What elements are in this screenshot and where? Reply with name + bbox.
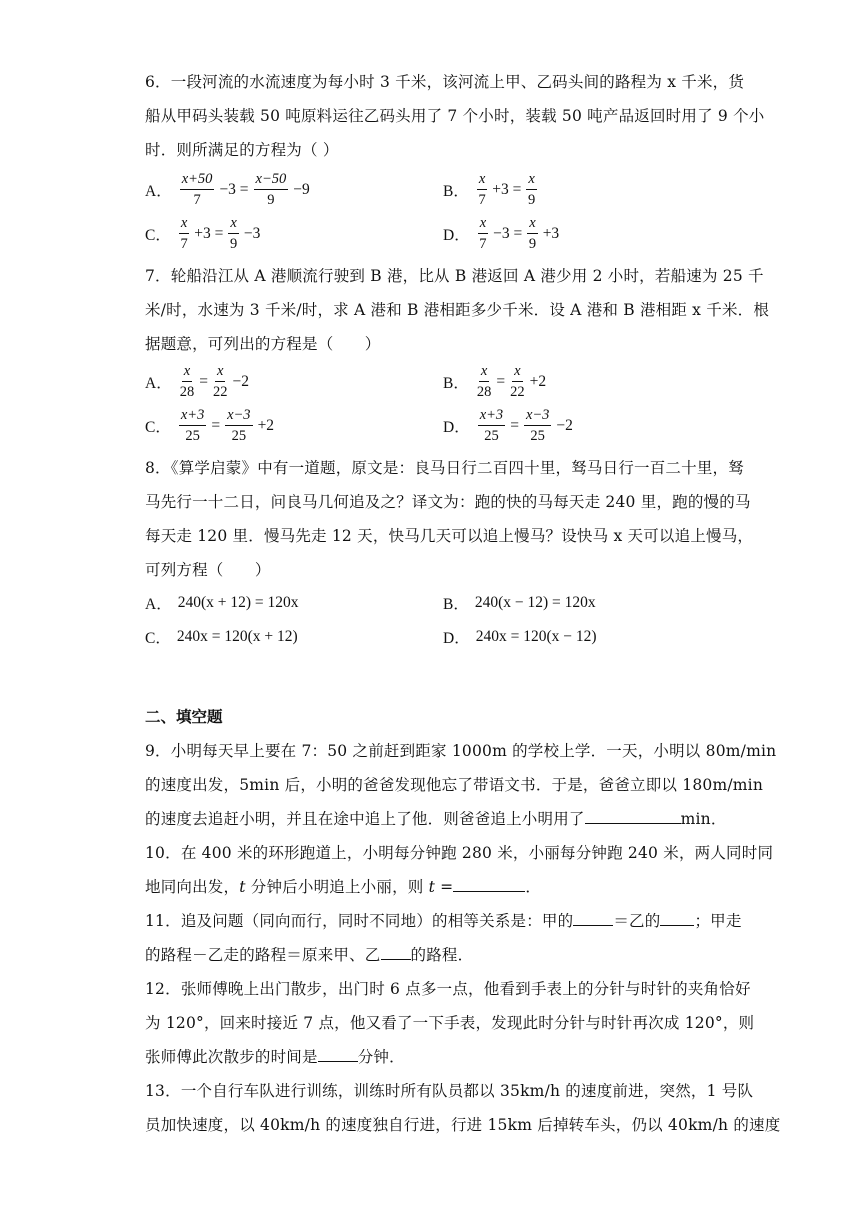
numerator: x <box>179 216 189 234</box>
q9-unit: min． <box>680 810 727 828</box>
q10-answer-blank[interactable] <box>453 877 525 892</box>
numerator: x <box>478 216 488 234</box>
q12-text: 张师傅此次散步的时间是 <box>145 1048 318 1066</box>
q6-option-c[interactable] <box>145 216 263 251</box>
q9-line-1: 9．小明每天早上要在 7：50 之前赶到距家 1000m 的学校上学．一天，小明以 80m/min <box>145 742 777 760</box>
operator-tail: −2 <box>232 372 249 390</box>
numerator: x−50 <box>254 172 289 190</box>
operator-tail: +3 <box>542 224 560 242</box>
q8-option-c[interactable] <box>145 626 298 648</box>
q7-option-d[interactable] <box>443 408 576 443</box>
q13-line-2: 员加快速度，以 40km/h 的速度独自行进，行进 15km 后掉转车头，仍以 40km/h 的速度 <box>145 1116 781 1134</box>
q9-line-3-text: 的速度去追赶小明，并且在途中追上了他．则爸爸追上小明用了 <box>145 810 585 828</box>
q6-option-d[interactable] <box>443 216 562 251</box>
operator-tail: −3 <box>243 224 261 242</box>
q7-option-c[interactable] <box>145 408 277 443</box>
q8-line-2: 马先行一十二日，问良马几何追及之？译文为：跑的快的马每天走 240 里，跑的慢的马 <box>145 493 751 511</box>
q8-line-4: 可列方程（ ） <box>145 561 271 579</box>
numerator: x−3 <box>524 408 551 426</box>
numerator: x+3 <box>478 408 505 426</box>
q7-line-1: 7．轮船沿江从 A 港顺流行驶到 B 港，比从 B 港返回 A 港少用 2 小时，若船速为 25 千 <box>145 267 764 285</box>
numerator: x <box>182 364 192 382</box>
q12-line-1: 12．张师傅晚上出门散步，出门时 6 点多一点，他看到手表上的分针与时针的夹角恰好 <box>145 980 751 998</box>
option-expression: 240x = 120(x + 12) <box>176 628 298 645</box>
operator: +3 = <box>194 224 224 242</box>
operator: = <box>496 372 506 390</box>
option-label: D． <box>443 418 470 436</box>
option-label: B． <box>443 596 469 613</box>
q11-text: 的路程． <box>410 946 474 964</box>
q12-line-2: 为 120°，回来时接近 7 点，他又看了一下手表，发现此时分针与时针再次成 120°，则 <box>145 1014 755 1032</box>
q8-option-d[interactable] <box>443 626 597 648</box>
q10-end: ． <box>525 878 542 896</box>
q7-line-3: 据题意，可列出的方程是（ ） <box>145 335 381 353</box>
q11-text: 的路程－乙走的路程＝原来甲、乙 <box>145 946 381 964</box>
q8-line-1: 8．《算学启蒙》中有一道题，原文是：良马日行二百四十里，驽马日行一百二十里，驽 <box>145 459 744 477</box>
q6-line-2: 船从甲码头装载 50 吨原料运往乙码头用了 7 个小时，装载 50 吨产品返回时用了 9 个小 <box>145 107 765 125</box>
option-expression: 240(x − 12) = 120x <box>474 594 596 611</box>
denominator: 28 <box>476 383 492 400</box>
numerator: x <box>512 364 522 382</box>
q11-answer-blank-1[interactable] <box>573 911 613 926</box>
numerator: x+3 <box>179 408 206 426</box>
q11-line-2 <box>145 943 473 965</box>
operator: = <box>211 416 221 434</box>
option-label: B． <box>443 374 469 392</box>
denominator: 9 <box>267 191 275 208</box>
numerator: x <box>479 364 489 382</box>
q10-variable: t <box>239 878 246 896</box>
numerator: x <box>526 172 536 190</box>
operator: −3 = <box>219 180 249 198</box>
q10-equals: = <box>435 878 454 896</box>
q11-answer-blank-3[interactable] <box>381 945 411 960</box>
q11-text: ＝乙的 <box>613 912 661 930</box>
q11-line-1 <box>145 909 742 931</box>
q11-answer-blank-2[interactable] <box>660 911 694 926</box>
operator-tail: +2 <box>257 416 275 434</box>
numerator: x <box>228 216 238 234</box>
option-label: A． <box>145 374 172 392</box>
denominator: 25 <box>185 427 200 444</box>
option-label: A． <box>145 182 172 200</box>
section-heading-fill-in: 二、填空题 <box>145 708 223 726</box>
q7-option-b[interactable] <box>443 364 549 399</box>
numerator: x−3 <box>225 408 252 426</box>
q9-line-3 <box>145 807 727 829</box>
denominator: 22 <box>212 383 228 400</box>
numerator: x <box>477 172 487 190</box>
q8-option-a[interactable] <box>145 592 299 614</box>
option-expression: 240x = 120(x − 12) <box>475 628 597 645</box>
q12-text: 分钟． <box>357 1048 405 1066</box>
denominator: 22 <box>510 383 525 400</box>
q6-line-3: 时．则所满足的方程为（ ） <box>145 141 339 159</box>
denominator: 25 <box>484 427 499 444</box>
q10-line-2 <box>145 875 541 897</box>
option-label: C． <box>145 226 171 244</box>
operator: = <box>510 416 519 434</box>
operator: = <box>199 372 208 390</box>
option-label: C． <box>145 630 171 647</box>
q11-text: 11．追及问题（同向而行，同时不同地）的相等关系是：甲的 <box>145 912 574 930</box>
option-label: B． <box>443 182 469 200</box>
denominator: 28 <box>179 383 195 400</box>
denominator: 7 <box>193 191 201 208</box>
option-label: C． <box>145 418 171 436</box>
operator-tail: +2 <box>529 372 547 390</box>
q6-line-1: 6．一段河流的水流速度为每小时 3 千米，该河流上甲、乙码头间的路程为 x 千米，货 <box>145 73 745 91</box>
q8-option-b[interactable] <box>443 592 596 614</box>
numerator: x <box>215 364 225 382</box>
option-expression: 240(x + 12) = 120x <box>177 594 299 611</box>
option-label: D． <box>443 630 470 647</box>
denominator: 7 <box>478 191 486 208</box>
denominator: 25 <box>231 427 247 444</box>
numerator: x <box>527 216 537 234</box>
operator: +3 = <box>492 180 522 198</box>
denominator: 7 <box>479 235 487 252</box>
option-label: A． <box>145 596 172 613</box>
q7-option-a[interactable] <box>145 364 252 399</box>
q10-line-1: 10．在 400 米的环形跑道上，小明每分钟跑 280 米，小丽每分钟跑 240 米，两人同时同 <box>145 844 774 862</box>
q13-line-1: 13．一个自行车队进行训练，训练时所有队员都以 35km/h 的速度前进，突然，1 号队 <box>145 1082 754 1100</box>
numerator: x+50 <box>180 172 215 190</box>
q11-text: ；甲走 <box>694 912 742 930</box>
q12-answer-blank[interactable] <box>318 1047 358 1062</box>
q10-text: 分钟后小明追上小丽，则 <box>245 878 429 896</box>
operator-tail: −2 <box>556 416 573 434</box>
operator: −3 = <box>493 224 523 242</box>
denominator: 9 <box>229 235 238 252</box>
denominator: 25 <box>530 427 545 444</box>
denominator: 9 <box>527 191 536 208</box>
q9-answer-blank[interactable] <box>585 809 681 824</box>
q6-option-b[interactable] <box>443 172 539 207</box>
q7-line-2: 米/时，水速为 3 千米/时，求 A 港和 B 港相距多少千米．设 A 港和 B 港相距 x 千米．根 <box>145 301 770 319</box>
q10-variable: t <box>428 878 436 896</box>
denominator: 7 <box>180 235 188 252</box>
option-label: D． <box>443 226 470 244</box>
operator-tail: −9 <box>293 180 310 198</box>
denominator: 9 <box>528 235 537 252</box>
q8-line-3: 每天走 120 里．慢马先走 12 天，快马几天可以追上慢马？设快马 x 天可以追上慢马， <box>145 527 754 545</box>
q9-line-2: 的速度出发，5min 后，小明的爸爸发现他忘了带语文书．于是，爸爸立即以 180m/min <box>145 776 763 794</box>
q10-text: 地同向出发， <box>145 878 240 896</box>
q6-option-a[interactable] <box>145 172 313 207</box>
q12-line-3 <box>145 1045 405 1067</box>
